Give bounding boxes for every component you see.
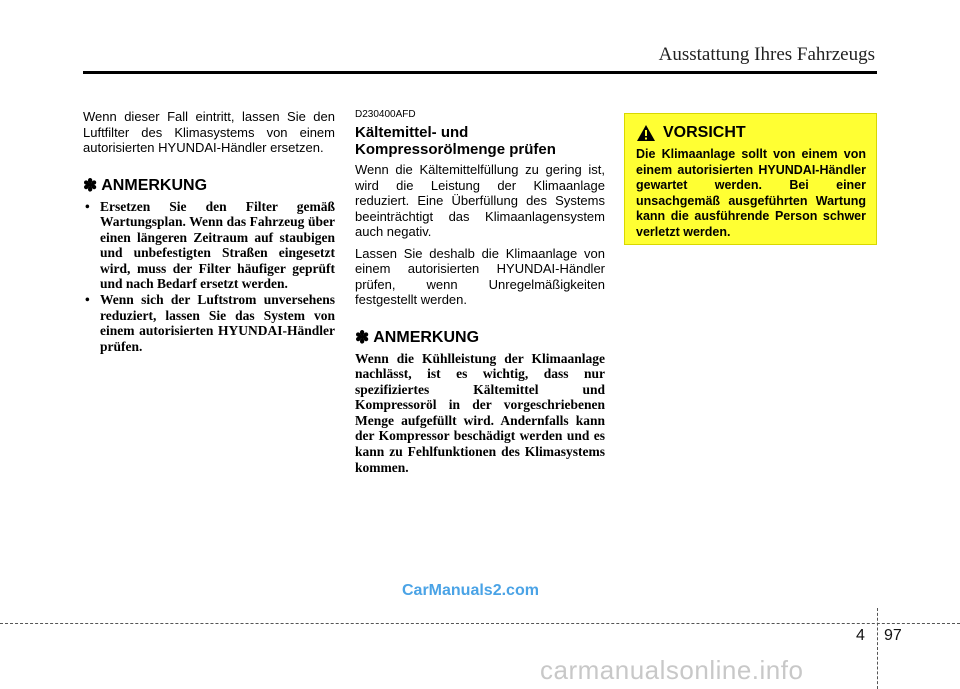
bullet-text: Ersetzen Sie den Filter gemäß Wartungsplan. Wenn das Fahrzeug über einen längeren Zeitraum auf staubigen und unbefestigten Straßen eingesetzt wird, muss der Filter häufiger geprüft und nach Bedarf ersetzt werden.: [100, 198, 335, 292]
note-bullet-list: [83, 199, 335, 355]
section-title: Kältemittel- und Kompressorölmenge prüfen: [355, 124, 556, 158]
page-number: 97: [884, 627, 902, 644]
note-heading: [355, 328, 605, 348]
note-text: Wenn die Kühlleistung der Klimaanlage nachlässt, ist es wichtig, dass nur spezifiziertes Kältemittel und Kompressoröl in der vorgeschriebenen Menge aufgefüllt wird. Andernfalls kann der Kompressor beschädigt werden und es kann zu Fehlfunktionen des Klimasystems kommen.: [355, 350, 605, 475]
caution-box: [624, 113, 877, 245]
section-code: D230400AFD: [355, 109, 416, 120]
note-heading: [83, 176, 335, 196]
note-title: ANMERKUNG: [101, 176, 208, 194]
note-star-icon: ✽: [83, 175, 98, 195]
page-header-title: Ausstattung Ihres Fahrzeugs: [658, 44, 875, 65]
site-watermark: carmanualsonline.info: [540, 655, 804, 685]
middle-column: [355, 109, 605, 475]
bullet-text: Wenn sich der Luftstrom unversehens reduziert, lassen Sie das System von einem autorisierten HYUNDAI-Händler prüfen.: [100, 292, 335, 354]
caution-title: VORSICHT: [663, 124, 746, 141]
warning-triangle-icon: [636, 124, 656, 142]
bullet-icon: •: [85, 198, 90, 214]
header-rule: [83, 71, 877, 74]
chapter-number: 4: [856, 627, 865, 644]
note-title: ANMERKUNG: [373, 328, 480, 346]
section-paragraph-2: Lassen Sie deshalb die Klimaanlage von einem autorisierten HYUNDAI-Händler prüfen, wenn Unregelmäßigkeiten festgestellt werden.: [355, 245, 605, 307]
intro-paragraph: Wenn dieser Fall eintritt, lassen Sie den Luftfilter des Klimasystems von einem autorisierten HYUNDAI-Händler ersetzen.: [83, 109, 335, 155]
left-column: [83, 109, 335, 354]
footer-divider: [877, 608, 878, 689]
caution-heading: [636, 124, 866, 142]
carmanuals-watermark: CarManuals2.com: [402, 582, 539, 599]
caution-text: Die Klimaanlage sollt von einem von einem autorisierten HYUNDAI-Händler gewartet werden. Bei einer unsachgemäß ausgeführten Wartung kann die ausführende Person schwer verletzt werden.: [636, 147, 866, 239]
note-star-icon: ✽: [355, 327, 370, 347]
bullet-icon: •: [85, 292, 90, 308]
list-item: [83, 292, 335, 354]
list-item: [83, 199, 335, 293]
footer-rule: [0, 623, 960, 624]
section-paragraph-1: Wenn die Kältemittelfüllung zu gering ist, wird die Leistung der Klimaanlage reduziert. Eine Überfüllung des Systems beeinträchtigt das Klimaanlagensystem auch negativ.: [355, 162, 605, 239]
